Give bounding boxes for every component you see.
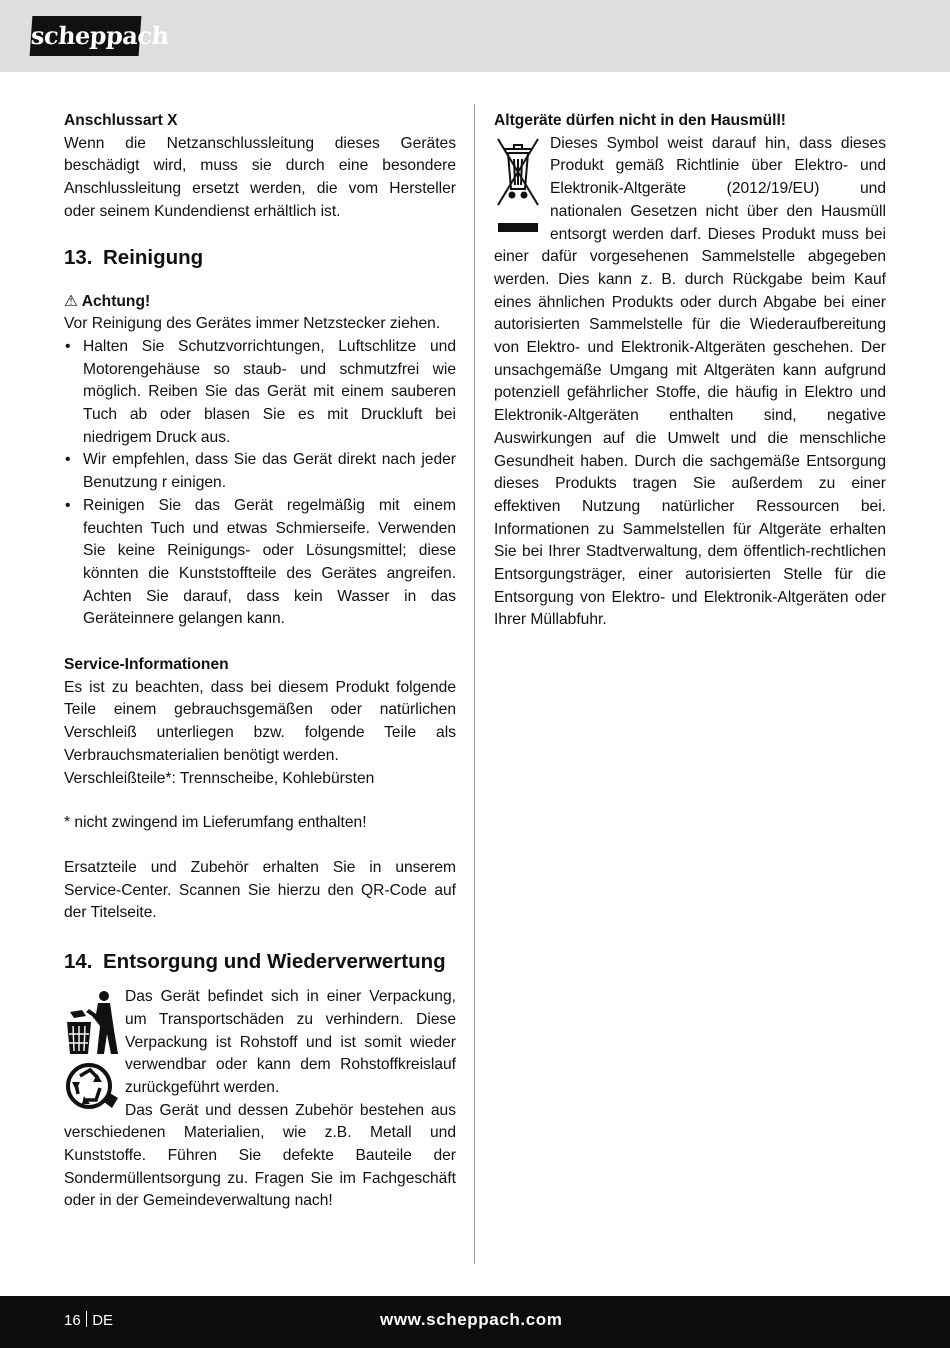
weee-text: Dieses Symbol weist darauf hin, dass dieses Produkt gemäß Richtlinie über Elektro- und Elektronik-Altgeräte (2012/19/EU) und nationalen Gesetzen nicht über den Hausmüll entsorgt werden darf. Dieses Produkt muss bei einer dafür vorgesehenen Sammelstelle abgegeben werden. Dies kann z. B. durch Rückgabe beim Kauf eines ähnlichen Produkts oder durch Abgabe bei einer autorisierten Sammelstelle für die Wiederaufbereitung von Elektro- und Elektronik-Altgeräten geschehen. Der unsachgemäße Umgang mit Altgeräten kann aufgrund potenziell gefährlicher Stoffe, die häufig in Elektro und Elektronik-Altgeräten enthalten sind, negative Auswirkungen auf die Umwelt und die menschliche Gesundheit haben. Durch die sachgemäße Entsorgung dieses Produkts tragen Sie außerdem zu einer effektiven Nutzung natürlicher Ressourcen bei. Informationen zu Sammelstellen für Altgeräte erhalten Sie bei Ihrer Stadtverwaltung, dem öffentlich-rechtlichen Entsorgungsträger, einer autorisierten Stelle für die Entsorgung von Elektro- und Elektronik-Altgeräten oder Ihrer Müllabfuhr. [494,134,886,629]
separator [86,1311,88,1327]
list-item: • Wir empfehlen, dass Sie das Gerät direkt nach jeder Benutzung r einigen. [64,449,456,494]
list-item: • Halten Sie Schutzvorrichtungen, Luftschlitze und Motorengehäuse so staub- und schmutzfrei wie möglich. Reiben Sie das Gerät mit einem sauberen Tuch ab oder blasen Sie es mit Druckluft bei niedrigem Druck aus. [64,336,456,450]
column-divider [474,104,475,1264]
disposal-block [64,986,456,1213]
wear-parts: Verschleißteile*: Trennscheibe, Kohlebürsten [64,769,375,787]
warning-icon: ⚠ [64,292,78,310]
cleaning-list [64,336,456,631]
service-title: Service-Informationen [64,656,229,674]
weee-block [494,133,886,632]
website-link[interactable]: www.scheppach.com [380,1310,563,1329]
warning-heading [64,291,456,314]
section-13-title: Reinigung [103,245,204,269]
section-13-number: 13. [64,245,93,269]
weee-title: Altgeräte dürfen nicht in den Hausmüll! [494,112,786,129]
language-code: DE [92,1312,114,1329]
brand-logo: scheppach [30,16,142,56]
anschluss-text: Wenn die Netzanschlussleitung dieses Gerätes beschädigt wird, muss sie durch eine besondere Anschlussleitung ersetzt werden, die vom Hersteller oder seinem Kundendienst erhältlich ist. [64,134,456,220]
materials-text: Das Gerät und dessen Zubehör bestehen aus verschiedenen Materialien, wie z.B. Metall und Kunststoffe. Führen Sie defekte Bauteile der Sondermüllentsorgung zu. Fragen Sie im Fachgeschäft oder in der Gemeindeverwaltung nach! [64,1101,456,1210]
recycling-icons [64,990,118,1114]
warning-text: Vor Reinigung des Gerätes immer Netzstecker ziehen. [64,315,441,333]
page-number: 16 [64,1312,81,1329]
trash-bin-person-icon [67,991,118,1054]
page-footer [0,1296,950,1348]
section-14-heading [64,948,456,976]
section-14-title: Entsorgung und Wiederverwertung [103,950,446,974]
page-indicator [64,1311,113,1331]
footnote: * nicht zwingend im Lieferumfang enthalten! [64,814,367,832]
section-13-heading [64,244,456,272]
crossed-bin-icon [494,135,542,239]
right-column [494,110,886,632]
spare-parts-text: Ersatzteile und Zubehör erhalten Sie in unserem Service-Center. Scannen Sie hierzu den QR-Code auf der Titelseite. [64,858,456,922]
list-item: • Reinigen Sie das Gerät regelmäßig mit einem feuchten Tuch und etwas Schmierseife. Verwenden Sie keine Reinigungs- oder Lösungsmittel; diese könnten die Kunststoffteile des Gerätes angreifen. Achten Sie darauf, dass kein Wasser in das Geräteinnere gelangen kann. [64,495,456,631]
packaging-text: Das Gerät befindet sich in einer Verpackung, um Transportschäden zu verhindern. Diese Verpackung ist Rohstoff und ist somit wieder verwendbar oder kann dem Rohstoffkreislauf zurückgeführt werden. [125,988,456,1096]
page-header [0,0,950,72]
left-column [64,110,456,1213]
service-text: Es ist zu beachten, dass bei diesem Produkt folgende Teile einem gebrauchsgemäßen oder natürlichen Verschleiß unterliegen bzw. folgende Teile als Verbrauchsmaterialien benötigt werden. [64,678,456,764]
anschluss-title: Anschlussart X [64,112,178,129]
warning-label: Achtung! [81,292,151,310]
section-14-number: 14. [64,950,93,974]
